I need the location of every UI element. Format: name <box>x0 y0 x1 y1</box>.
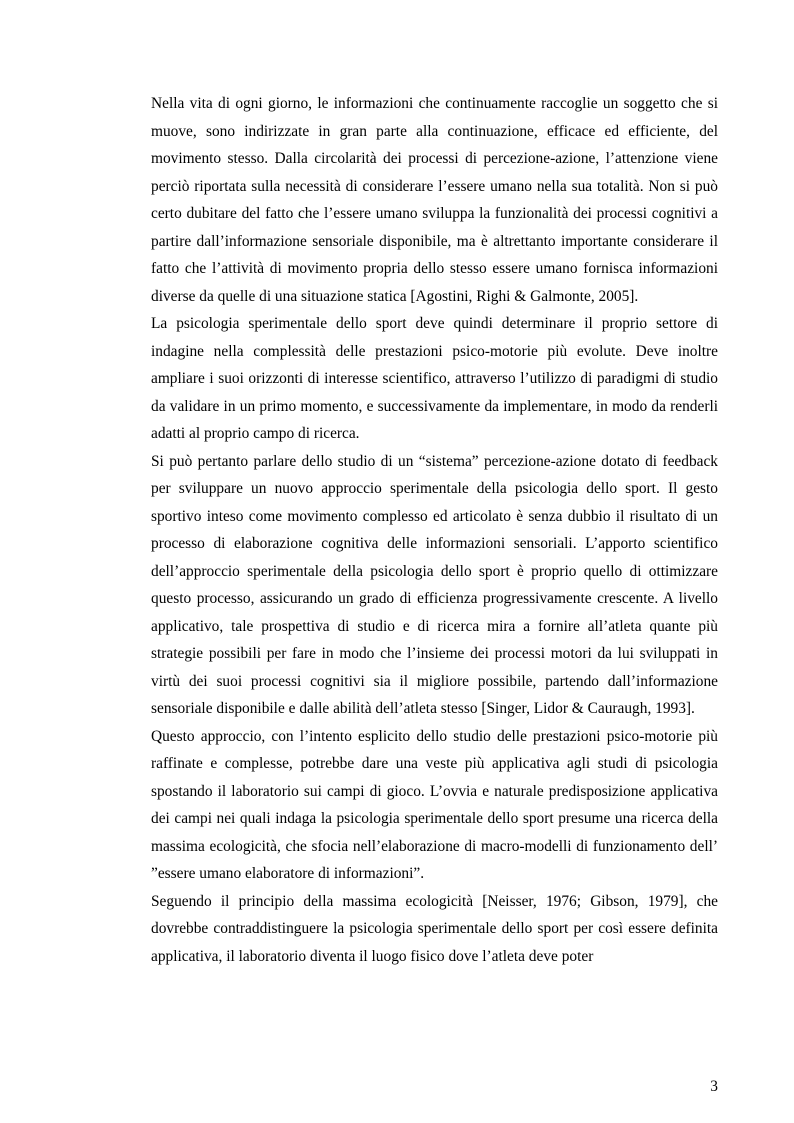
paragraph-5: Seguendo il principio della massima ecologicità [Neisser, 1976; Gibson, 1979], che dovrebbe contraddistinguere la psicologia sperimentale dello sport per così essere definita applicativa, il laboratorio diventa il luogo fisico dove l’atleta deve poter <box>151 892 718 965</box>
paragraph-3: Si può pertanto parlare dello studio di un “sistema” percezione-azione dotato di feedback per sviluppare un nuovo approccio sperimentale della psicologia dello sport. Il gesto sportivo inteso come movimento complesso ed articolato è senza dubbio il risultato di un processo di elaborazione cognitiva delle informazioni sensoriali. L’apporto scientifico dell’approccio sperimentale della psicologia dello sport è proprio quello di ottimizzare questo processo, assicurando un grado di efficienza progressivamente crescente. A livello applicativo, tale prospettiva di studio e di ricerca mira a fornire all’atleta quante più strategie possibili per fare in modo che l’insieme dei processi motori da lui sviluppati in virtù dei suoi processi cognitivi sia il migliore possibile, partendo dall’informazione sensoriale disponibile e dalle abilità dell’atleta stesso [Singer, Lidor & Cauraugh, 1993]. <box>151 452 718 717</box>
paragraph-4: Questo approccio, con l’intento esplicito dello studio delle prestazioni psico-motorie più raffinate e complesse, potrebbe dare una veste più applicativa agli studi di psicologia spostando il laboratorio sui campi di gioco. L’ovvia e naturale predisposizione applicativa dei campi nei quali indaga la psicologia sperimentale dello sport presume una ricerca della massima ecologicità, che sfocia nell’elaborazione di macro-modelli di funzionamento dell’ ”essere umano elaboratore di informazioni”. <box>151 727 718 882</box>
body-text <box>151 90 718 970</box>
paragraph-1: Nella vita di ogni giorno, le informazioni che continuamente raccoglie un soggetto che si muove, sono indirizzate in gran parte alla continuazione, efficace ed efficiente, del movimento stesso. Dalla circolarità dei processi di percezione-azione, l’attenzione viene perciò riportata sulla necessità di considerare l’essere umano nella sua totalità. Non si può certo dubitare del fatto che l’essere umano sviluppa la funzionalità dei processi cognitivi a partire dall’informazione sensoriale disponibile, ma è altrettanto importante considerare il fatto che l’attività di movimento propria dello stesso essere umano fornisca informazioni diverse da quelle di una situazione statica [Agostini, Righi & Galmonte, 2005]. <box>151 95 718 305</box>
page-number: 3 <box>710 1078 718 1095</box>
paragraph-2: La psicologia sperimentale dello sport deve quindi determinare il proprio settore di indagine nella complessità delle prestazioni psico-motorie più evolute. Deve inoltre ampliare i suoi orizzonti di interesse scientifico, attraverso l’utilizzo di paradigmi di studio da validare in un primo momento, e successivamente da implementare, in modo da renderli adatti al proprio campo di ricerca. <box>151 315 718 442</box>
